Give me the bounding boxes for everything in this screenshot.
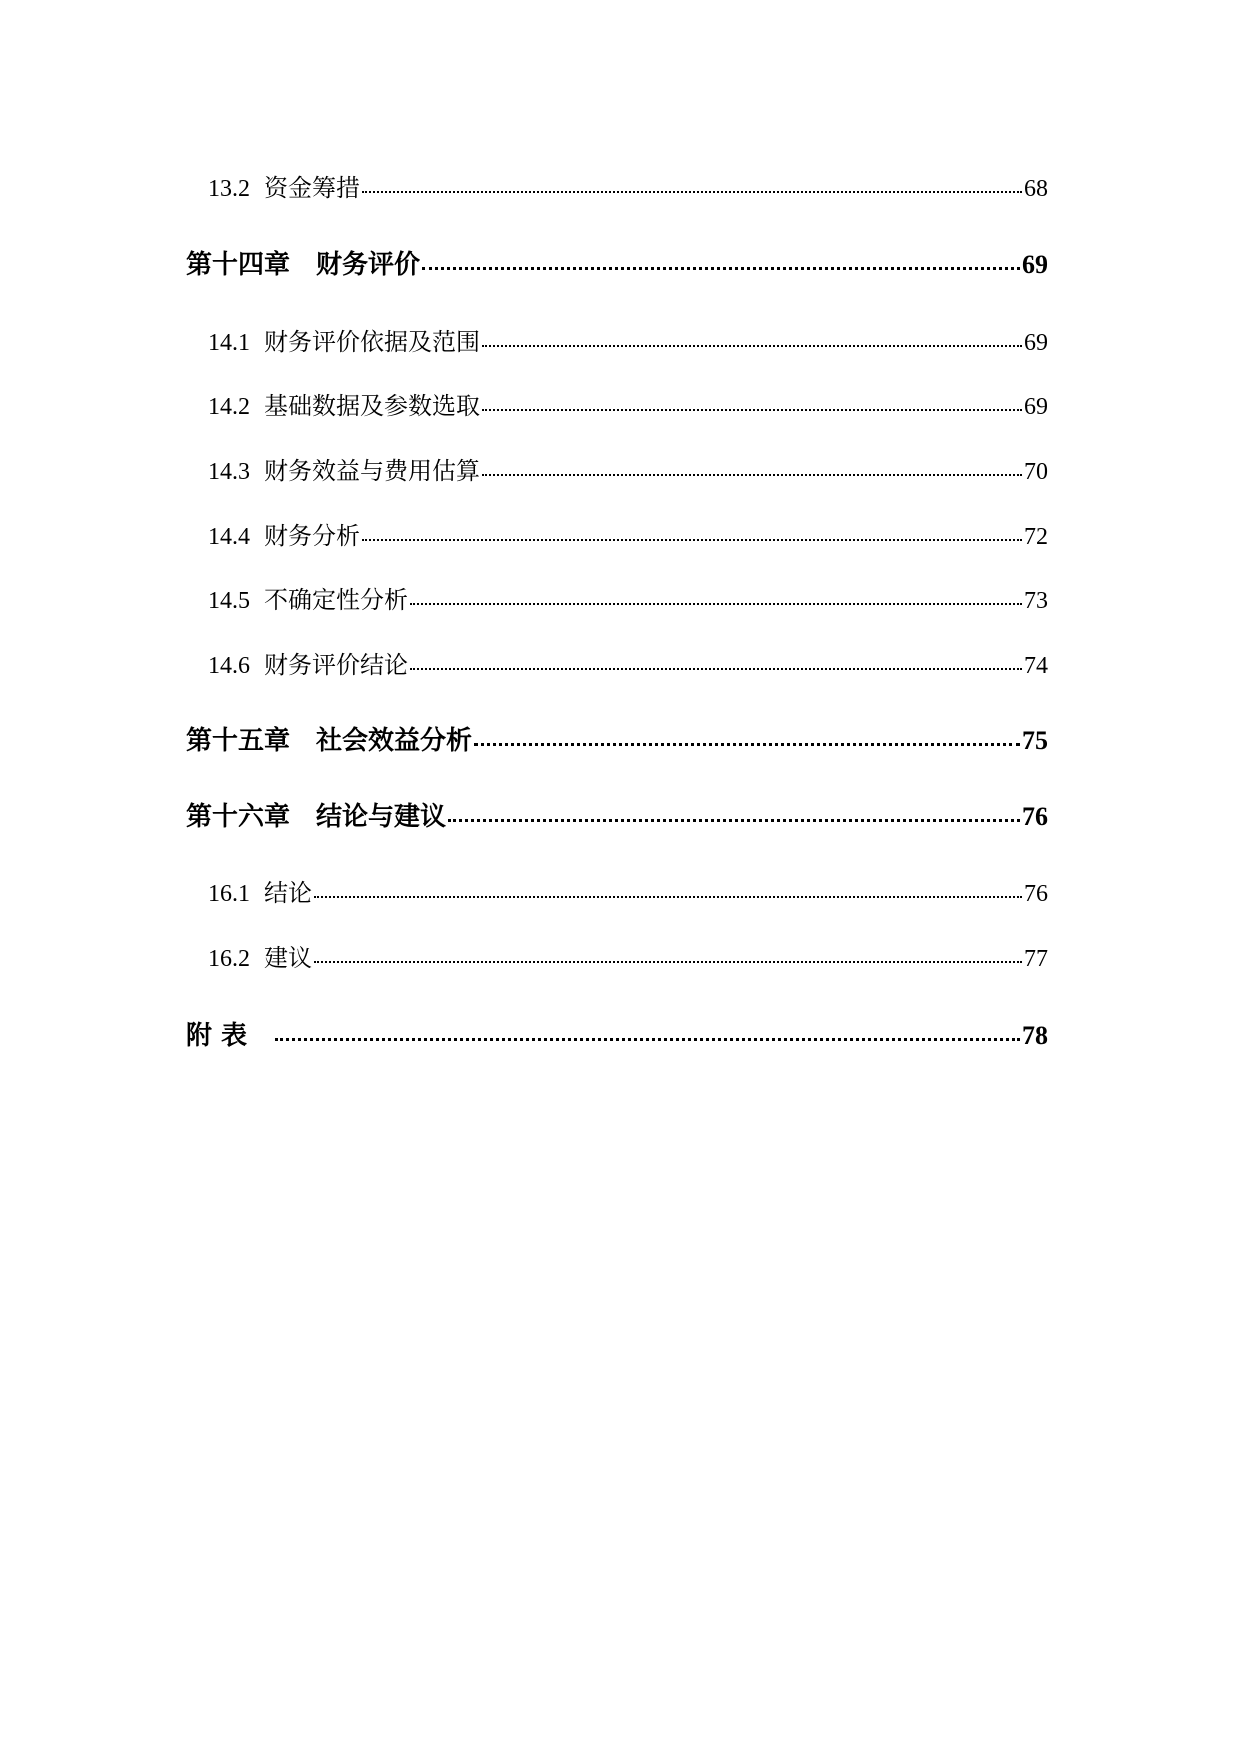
dot-leader: [422, 247, 1020, 273]
toc-entry-appendix[interactable]: [186, 1015, 1048, 1052]
toc-number: 14.4: [208, 524, 250, 550]
dot-leader: [314, 877, 1022, 901]
toc-page-number: 76: [1024, 881, 1048, 907]
dot-leader: [362, 520, 1022, 544]
toc-entry-14-2[interactable]: [208, 386, 1048, 421]
toc-title: 财务分析: [264, 522, 360, 550]
toc-chapter-number: 第十五章: [186, 726, 291, 756]
dot-leader: [410, 649, 1022, 673]
toc-page-number: 75: [1022, 726, 1048, 755]
toc-chapter-number: 第十四章: [186, 250, 291, 280]
toc-entry-13-2[interactable]: [208, 168, 1048, 203]
toc-number: 14.2: [208, 394, 250, 420]
toc-number: 14.1: [208, 330, 250, 356]
toc-entry-14-1[interactable]: [208, 322, 1048, 357]
toc-title: 结论与建议: [316, 802, 447, 832]
toc-page-number: 73: [1024, 588, 1048, 614]
toc-chapter-number: 第十六章: [186, 802, 291, 832]
toc-entry-16-2[interactable]: [208, 938, 1048, 973]
toc-page-number: 78: [1022, 1021, 1048, 1050]
toc-page-number: 76: [1022, 802, 1048, 831]
dot-leader: [474, 723, 1020, 749]
dot-leader: [275, 1018, 1020, 1044]
toc-title: 资金筹措: [264, 174, 360, 202]
toc-number: 16.1: [208, 881, 250, 907]
toc-number: 14.5: [208, 588, 250, 614]
dot-leader: [362, 172, 1022, 196]
toc-page-number: 69: [1022, 250, 1048, 279]
toc-entry-14-3[interactable]: [208, 451, 1048, 486]
toc-page-number: 74: [1024, 653, 1048, 679]
toc-title: 结论: [264, 879, 312, 907]
toc-entry-16-1[interactable]: [208, 873, 1048, 908]
toc-number: 16.2: [208, 946, 250, 972]
toc-title: 基础数据及参数选取: [264, 392, 480, 420]
dot-leader: [482, 455, 1022, 479]
toc-entry-14-4[interactable]: [208, 516, 1048, 551]
toc-title: 财务评价结论: [264, 651, 408, 679]
toc-title: 财务评价依据及范围: [264, 328, 480, 356]
toc-title: 财务效益与费用估算: [264, 457, 480, 485]
toc-title: 不确定性分析: [264, 586, 408, 614]
toc-title: 社会效益分析: [316, 726, 473, 756]
dot-leader: [314, 942, 1022, 966]
toc-page-number: 69: [1024, 330, 1048, 356]
toc-page-number: 68: [1024, 176, 1048, 202]
dot-leader: [482, 326, 1022, 350]
toc-number: 13.2: [208, 176, 250, 202]
toc-page-number: 77: [1024, 946, 1048, 972]
toc-entry-chapter-15[interactable]: [186, 720, 1048, 757]
dot-leader: [482, 390, 1022, 414]
toc-number: 14.6: [208, 653, 250, 679]
toc-page-number: 72: [1024, 524, 1048, 550]
toc-title: 财务评价: [316, 250, 421, 280]
toc-entry-14-6[interactable]: [208, 645, 1048, 680]
dot-leader: [448, 799, 1020, 825]
toc-entry-chapter-16[interactable]: [186, 796, 1048, 833]
toc-page-number: 69: [1024, 394, 1048, 420]
toc-entry-14-5[interactable]: [208, 580, 1048, 615]
toc-page-number: 70: [1024, 459, 1048, 485]
toc-number: 14.3: [208, 459, 250, 485]
toc-appendix-label: 附 表: [186, 1021, 248, 1051]
toc-entry-chapter-14[interactable]: [186, 244, 1048, 281]
toc-title: 建议: [264, 944, 312, 972]
dot-leader: [410, 584, 1022, 608]
